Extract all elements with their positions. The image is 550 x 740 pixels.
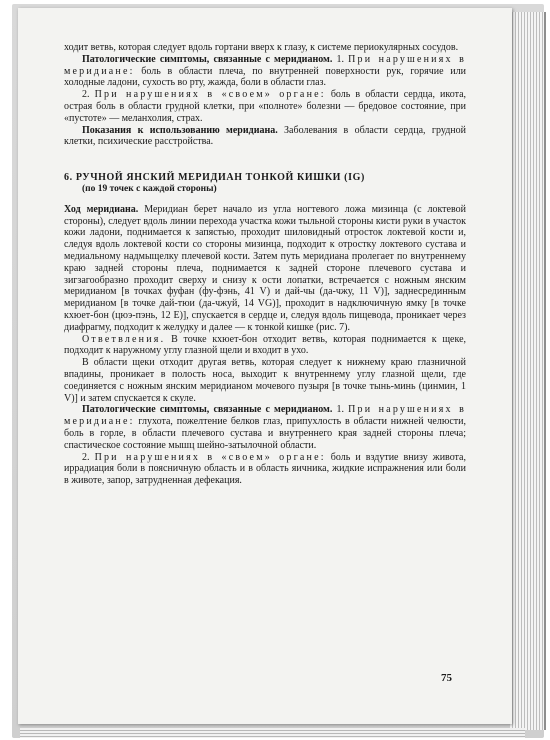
paragraph — [64, 357, 466, 404]
paragraph — [64, 54, 466, 89]
paragraph-text: Заболевания в области сердца, грудной клетки, психические расстройства. — [64, 124, 467, 148]
paragraph — [64, 334, 466, 358]
paragraph — [64, 452, 466, 487]
paragraph — [64, 125, 466, 149]
item-number: 2. — [82, 89, 90, 101]
section-heading — [64, 172, 466, 196]
paragraph-text: Меридиан берет начало из угла ногтевого ложа мизинца (с локтевой стороны), следует вдоль линии перехода участка кожи тыльной стороны кисти руки в участок кожи ладони, поднимается к запястью, проходит шиловидный отросток локтевой кости и, следуя вдоль локтевой кости со стороны мизинца, подходит к отростку локтевого сустава и медиальному надмыщелку плечевой кости. Затем путь меридиана пролегает по внутреннему краю задней стороны плеча, поднимается к задней стороне плечевого сустава и зигзагообразно проходит сверху и снизу к ости лопатки, встречается с ножным янским меридианом [в точках фуфан (фу-фэнь, 41 V) и дай-чы (да-чжу, 11 V)], заднесрединным меридианом [в точке дай-тюи (да-чжуй, 14 VG)], проходит в надключичную ямку [в точке кхюет-бон (цюэ-пэнь, 12 E)], спускается в сердце и, следуя вдоль пищевода, проникает через диафрагму, подходит к желудку и далее — к тонкой кишке (рис. 7). — [64, 203, 466, 333]
paragraph-text: боль и вздутие внизу живота, иррадиация боли в поясничную область и в область яичника, жидкие испражнения или боли в животе, запор, затрудненная дефекация. — [64, 451, 466, 487]
paragraph-lead: Патологические симптомы, связанные с меридианом. — [82, 53, 333, 65]
paragraph-text: боль в области плеча, по внутренней поверхности рук, горячие или холодные ладони, сухость во рту, жажда, боли в области глаз. — [64, 65, 466, 89]
spaced-text: При нарушениях в меридиане: — [64, 53, 466, 77]
section-title: РУЧНОЙ ЯНСКИЙ МЕРИДИАН ТОНКОЙ КИШКИ (IG) — [75, 172, 365, 184]
page-number: 75 — [441, 672, 452, 684]
spaced-text: При нарушениях в «своем» органе: — [94, 89, 326, 101]
paragraph — [64, 89, 466, 124]
page-edges-bottom — [20, 728, 525, 738]
paragraph-lead: Ход меридиана. — [64, 203, 139, 215]
paragraph-text: боль в области сердца, икота, острая боль в области грудной клетки, при «полноте» болезни — бредовое состояние, при «пустоте» — меланхолия, страх. — [64, 89, 467, 124]
section-subtitle: (по 19 точек с каждой стороны) — [82, 183, 217, 194]
paragraph-text: ходит ветвь, которая следует вдоль гортани вверх к глазу, к системе периокулярных сосудов. — [64, 42, 459, 53]
section-number: 6. — [64, 172, 73, 184]
paragraph — [64, 404, 466, 451]
paragraph-lead: Показания к использованию меридиана. — [82, 124, 278, 136]
page-edges-right — [510, 12, 546, 730]
section-title-line — [64, 172, 466, 184]
paragraph — [64, 42, 466, 54]
paragraph-text: В области щеки отходит другая ветвь, которая следует к нижнему краю глазничной впадины, проникает в полость носа, выходит к внутреннему углу глазной щели, где соединяется с ножным янским меридианом мочевого пузыря [в точке тынь-минь (цинмин, 1 V)] и затем спускается к скуле. — [64, 357, 466, 404]
paragraph-text: В точке кхюет-бон отходит ветвь, которая поднимается к щеке, подходит к наружному углу глазной щели и входит в ухо. — [64, 333, 467, 357]
item-number: 1. — [336, 404, 344, 416]
spaced-text: Ответвления. — [82, 333, 166, 345]
item-number: 2. — [82, 451, 90, 463]
page-text — [64, 42, 466, 487]
paragraph — [64, 204, 466, 334]
spaced-text: При нарушениях в меридиане: — [64, 404, 466, 428]
paragraph-text: глухота, пожелтение белков глаз, припухлость в области нижней челюсти, боль в горле, в области плечевого сустава и внутреннего края задней стороны плеча; спастическое состояние мышц шейно-затылочной области. — [64, 416, 466, 451]
item-number: 1. — [336, 53, 344, 65]
spaced-text: При нарушениях в «своем» органе: — [94, 451, 326, 463]
book-page — [18, 8, 512, 724]
paragraph-lead: Патологические симптомы, связанные с меридианом. — [82, 404, 333, 416]
